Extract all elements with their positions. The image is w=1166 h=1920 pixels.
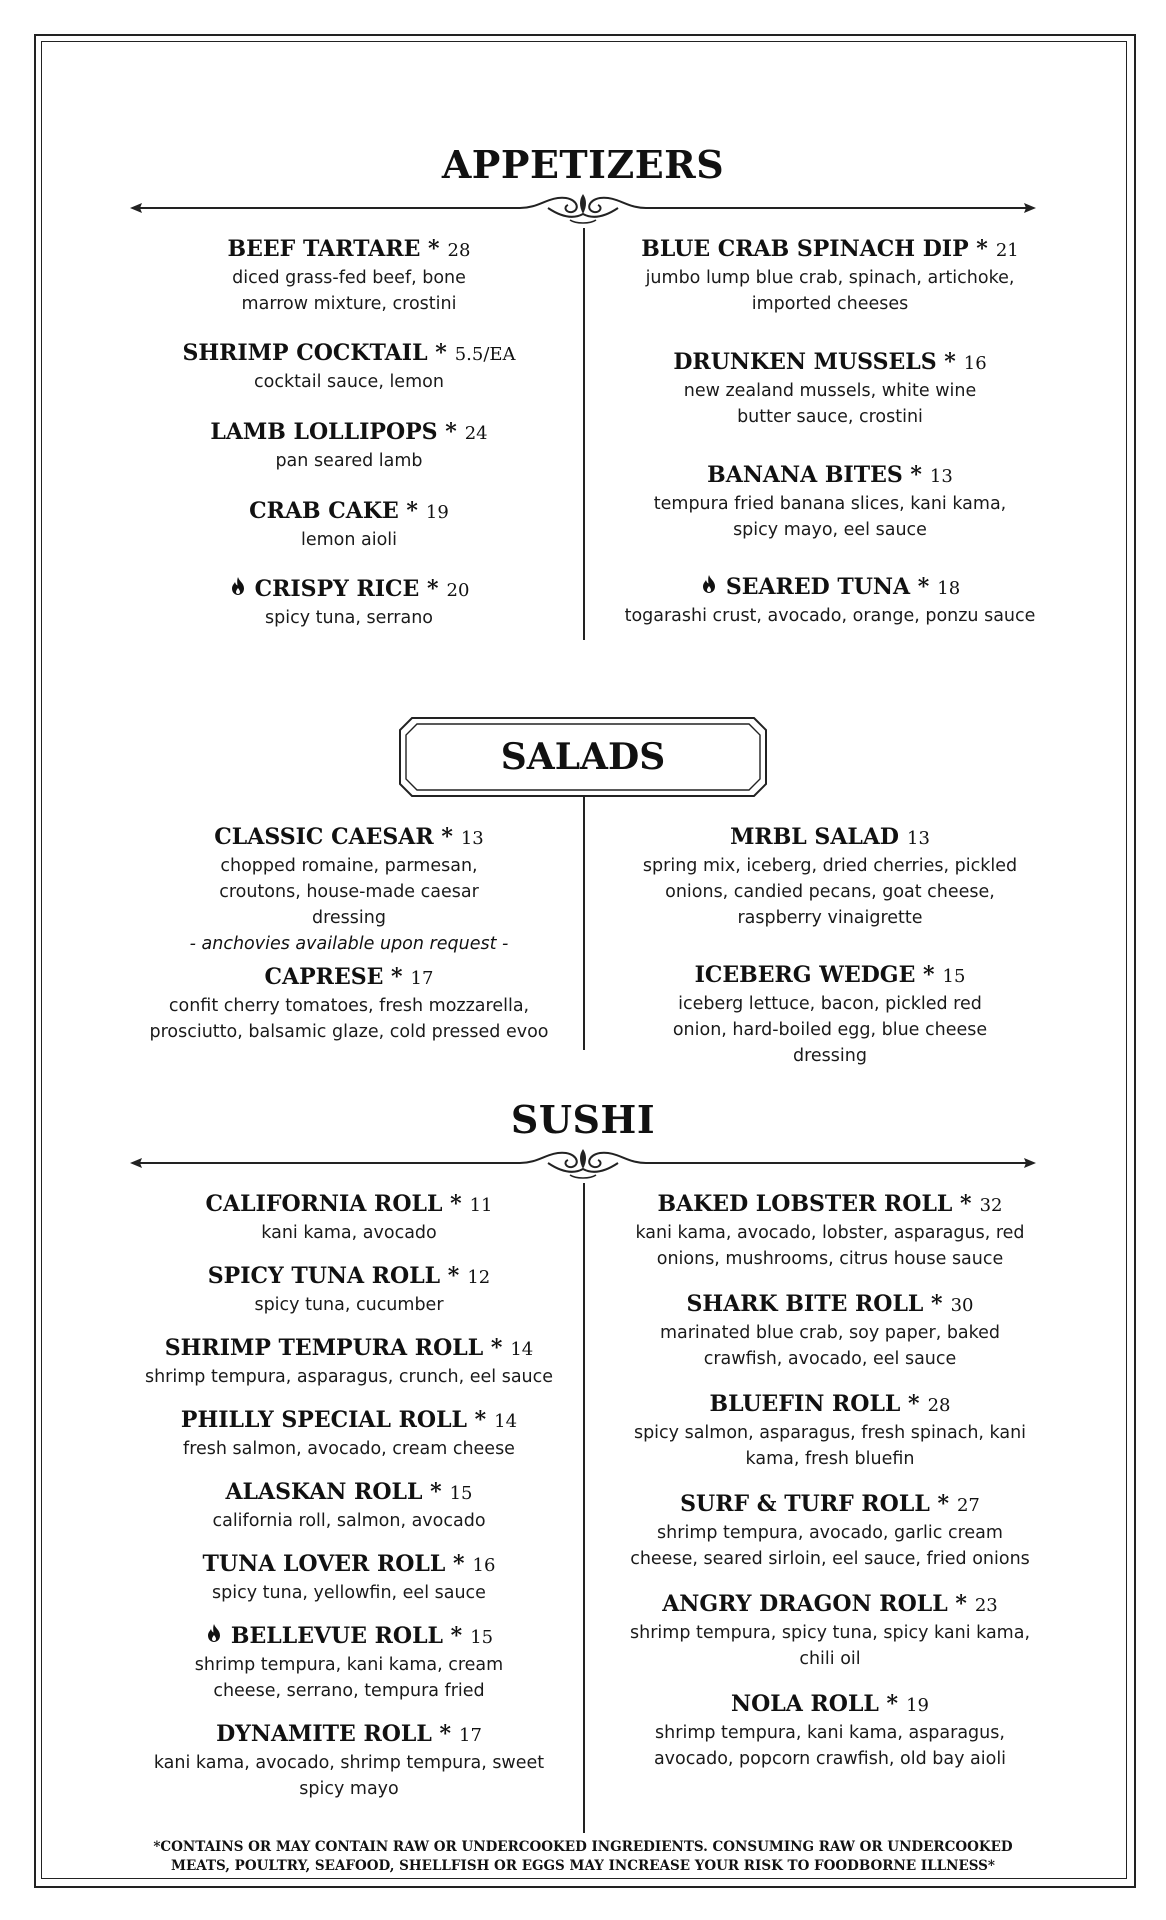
item-name: LAMB LOLLIPOPS * bbox=[210, 419, 457, 445]
item-price: 14 bbox=[510, 1339, 534, 1360]
flame-icon bbox=[700, 574, 718, 594]
menu-item bbox=[114, 1623, 584, 1704]
item-price: 20 bbox=[446, 580, 470, 601]
item-price: 23 bbox=[974, 1595, 998, 1616]
item-name: BLUEFIN ROLL * bbox=[709, 1391, 920, 1417]
item-name: BEEF TARTARE * bbox=[227, 236, 440, 262]
item-price: 13 bbox=[907, 828, 930, 849]
menu-item bbox=[114, 419, 584, 474]
item-description: spring mix, iceberg, dried cherries, pickled onions, candied pecans, goat cheese, raspberry vinaigrette bbox=[642, 856, 1018, 928]
menu-item bbox=[595, 962, 1065, 1069]
menu-item bbox=[114, 576, 584, 631]
menu-item bbox=[114, 236, 584, 317]
item-description: spicy tuna, cucumber bbox=[254, 1295, 444, 1315]
item-price: 15 bbox=[942, 966, 966, 987]
item-description: shrimp tempura, kani kama, asparagus, avocado, popcorn crawfish, old bay aioli bbox=[653, 1723, 1007, 1769]
menu-item bbox=[595, 462, 1065, 543]
item-price: 14 bbox=[494, 1411, 518, 1432]
item-description: shrimp tempura, kani kama, cream cheese, serrano, tempura fried bbox=[194, 1655, 504, 1701]
item-price: 28 bbox=[447, 240, 471, 261]
item-name: ICEBERG WEDGE * bbox=[694, 962, 935, 988]
menu-item bbox=[114, 498, 584, 553]
item-price: 24 bbox=[464, 423, 488, 444]
menu-item bbox=[114, 1721, 584, 1802]
menu-item bbox=[595, 574, 1065, 629]
item-price: 19 bbox=[425, 502, 449, 523]
item-name: ALASKAN ROLL * bbox=[225, 1479, 442, 1505]
item-price: 28 bbox=[927, 1395, 951, 1416]
menu-item bbox=[595, 1691, 1065, 1772]
item-name: SPICY TUNA ROLL * bbox=[207, 1263, 460, 1289]
menu-item bbox=[114, 1263, 584, 1318]
item-description: tempura fried banana slices, kani kama, spicy mayo, eel sauce bbox=[653, 494, 1007, 540]
item-price: 5.5/EA bbox=[454, 344, 516, 365]
salads-title: SALADS bbox=[500, 736, 666, 778]
item-description: chopped romaine, parmesan, croutons, house-made caesar dressing bbox=[219, 856, 479, 928]
item-description: diced grass-fed beef, bone marrow mixture, crostini bbox=[232, 268, 466, 314]
sushi-title: SUSHI bbox=[510, 1097, 656, 1142]
item-description: marinated blue crab, soy paper, baked crawfish, avocado, eel sauce bbox=[659, 1323, 1001, 1369]
item-price: 15 bbox=[449, 1483, 473, 1504]
item-price: 30 bbox=[950, 1295, 974, 1316]
menu-item bbox=[114, 1335, 584, 1390]
item-price: 16 bbox=[472, 1555, 496, 1576]
item-price: 13 bbox=[929, 466, 953, 487]
menu-item bbox=[114, 1407, 584, 1462]
item-name: SURF & TURF ROLL * bbox=[680, 1491, 949, 1517]
menu-item bbox=[595, 349, 1065, 430]
item-name: SHRIMP COCKTAIL * bbox=[182, 340, 447, 366]
item-name: CLASSIC CAESAR * bbox=[214, 824, 453, 850]
item-price: 13 bbox=[460, 828, 484, 849]
item-price: 12 bbox=[467, 1267, 491, 1288]
menu-item bbox=[114, 340, 584, 395]
menu-item bbox=[595, 824, 1065, 931]
item-description: fresh salmon, avocado, cream cheese bbox=[183, 1439, 515, 1459]
flame-icon bbox=[229, 576, 247, 596]
item-price: 17 bbox=[459, 1725, 482, 1746]
menu-item bbox=[595, 1291, 1065, 1372]
item-description: shrimp tempura, spicy tuna, spicy kani kama, chili oil bbox=[630, 1623, 1031, 1669]
item-name: BANANA BITES * bbox=[707, 462, 922, 488]
menu-item bbox=[595, 236, 1065, 317]
item-description: spicy tuna, yellowfin, eel sauce bbox=[212, 1583, 486, 1603]
item-price: 16 bbox=[963, 353, 987, 374]
menu-item bbox=[595, 1491, 1065, 1572]
item-price: 21 bbox=[995, 240, 1019, 261]
item-price: 27 bbox=[956, 1495, 980, 1516]
foodborne-illness-disclaimer: *CONTAINS OR MAY CONTAIN RAW OR UNDERCOOKED INGREDIENTS. CONSUMING RAW OR UNDERCOOKED MEATS, POULTRY, SEAFOOD, SHELLFISH OR EGGS MAY INCREASE YOUR RISK TO FOODBORNE ILLNESS* bbox=[153, 1839, 1013, 1874]
item-description: jumbo lump blue crab, spinach, artichoke, imported cheeses bbox=[645, 268, 1015, 314]
item-name: DYNAMITE ROLL * bbox=[216, 1721, 452, 1747]
item-name: SHRIMP TEMPURA ROLL * bbox=[164, 1335, 503, 1361]
item-name: NOLA ROLL * bbox=[731, 1691, 899, 1717]
item-description: lemon aioli bbox=[300, 530, 398, 550]
item-description: spicy tuna, serrano bbox=[264, 608, 433, 628]
item-price: 19 bbox=[906, 1695, 929, 1716]
item-name: CAPRESE * bbox=[264, 964, 403, 990]
item-description: pan seared lamb bbox=[275, 451, 423, 471]
item-name: CRAB CAKE * bbox=[249, 498, 418, 524]
menu-item bbox=[114, 964, 584, 1045]
item-description: togarashi crust, avocado, orange, ponzu sauce bbox=[624, 606, 1036, 626]
item-name: CRISPY RICE * bbox=[254, 576, 439, 602]
menu-item bbox=[595, 1391, 1065, 1472]
menu-item bbox=[114, 1191, 584, 1246]
item-name: MRBL SALAD bbox=[730, 824, 900, 850]
flame-icon bbox=[205, 1623, 223, 1643]
item-name: CALIFORNIA ROLL * bbox=[205, 1191, 462, 1217]
item-description: kani kama, avocado bbox=[261, 1223, 437, 1243]
menu-item bbox=[595, 1191, 1065, 1272]
item-name: ANGRY DRAGON ROLL * bbox=[662, 1591, 967, 1617]
item-price: 32 bbox=[979, 1195, 1003, 1216]
item-name: DRUNKEN MUSSELS * bbox=[673, 349, 956, 375]
item-description: cocktail sauce, lemon bbox=[254, 372, 444, 392]
item-name: PHILLY SPECIAL ROLL * bbox=[180, 1407, 487, 1433]
item-description: confit cherry tomatoes, fresh mozzarella, prosciutto, balsamic glaze, cold pressed evoo bbox=[149, 996, 549, 1042]
item-name: TUNA LOVER ROLL * bbox=[202, 1551, 465, 1577]
item-description: kani kama, avocado, lobster, asparagus, red onions, mushrooms, citrus house sauce bbox=[635, 1223, 1025, 1269]
item-price: 18 bbox=[937, 578, 961, 599]
appetizers-divider-ornament bbox=[130, 190, 1036, 230]
item-name: BELLEVUE ROLL * bbox=[230, 1623, 463, 1649]
item-name: BAKED LOBSTER ROLL * bbox=[657, 1191, 972, 1217]
item-description: kani kama, avocado, shrimp tempura, sweet spicy mayo bbox=[153, 1753, 545, 1799]
item-description: california roll, salmon, avocado bbox=[212, 1511, 486, 1531]
menu-item bbox=[114, 1551, 584, 1606]
item-price: 11 bbox=[469, 1195, 493, 1216]
item-note: - anchovies available upon request - bbox=[189, 934, 509, 954]
appetizers-title: APPETIZERS bbox=[441, 142, 725, 187]
item-description: spicy salmon, asparagus, fresh spinach, kani kama, fresh bluefin bbox=[633, 1423, 1027, 1469]
item-description: new zealand mussels, white wine butter sauce, crostini bbox=[683, 381, 977, 427]
item-description: shrimp tempura, asparagus, crunch, eel sauce bbox=[144, 1367, 554, 1387]
menu-item bbox=[114, 1479, 584, 1534]
item-description: shrimp tempura, avocado, garlic cream cheese, seared sirloin, eel sauce, fried onions bbox=[630, 1523, 1030, 1569]
menu-item bbox=[114, 824, 584, 957]
sushi-divider-ornament bbox=[130, 1145, 1036, 1185]
item-price: 17 bbox=[410, 968, 434, 989]
item-name: SHARK BITE ROLL * bbox=[686, 1291, 943, 1317]
item-description: iceberg lettuce, bacon, pickled red onion, hard-boiled egg, blue cheese dressing bbox=[672, 994, 988, 1066]
item-name: BLUE CRAB SPINACH DIP * bbox=[641, 236, 988, 262]
item-name: SEARED TUNA * bbox=[725, 574, 930, 600]
item-price: 15 bbox=[470, 1627, 494, 1648]
menu-item bbox=[595, 1591, 1065, 1672]
